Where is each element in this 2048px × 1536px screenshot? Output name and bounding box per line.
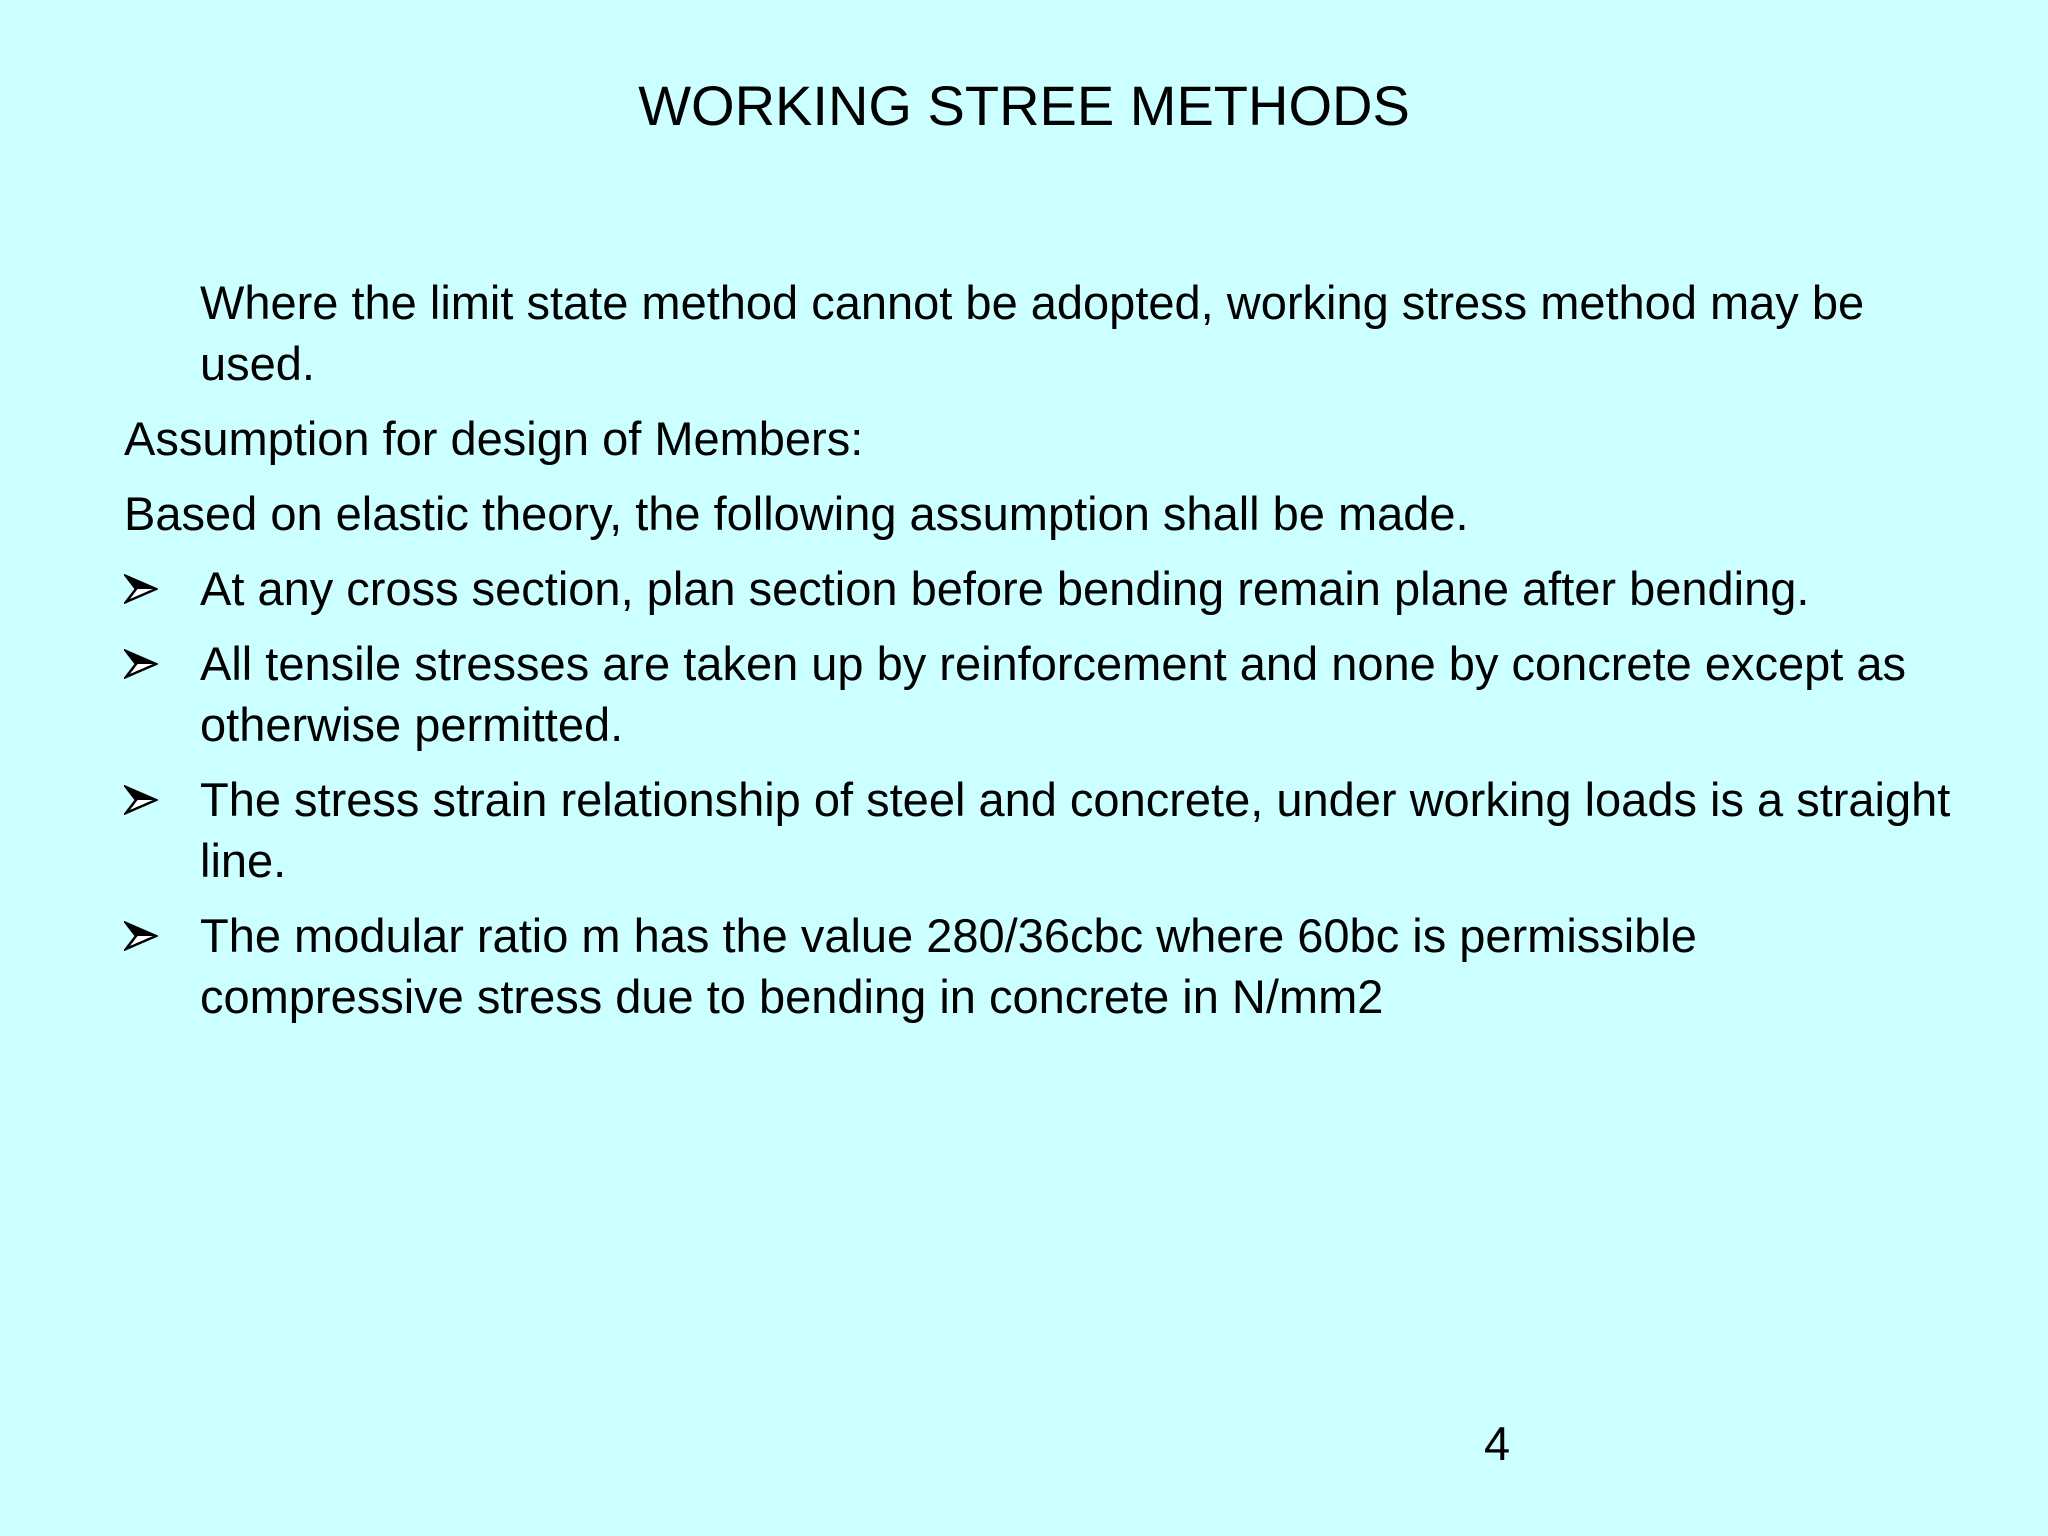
arrowhead-bullet-icon [124,905,164,966]
bullet-item-3 [124,769,1954,891]
bullet-item-2 [124,633,1954,755]
bullet-text: The stress strain relationship of steel and concrete, under working loads is a straight line. [200,773,1951,887]
bullet-item-1 [124,558,1954,619]
bullet-item-4 [124,905,1954,1027]
assumption-heading: Assumption for design of Members: [124,412,864,465]
bullet-text: At any cross section, plan section before bending remain plane after bending. [200,562,1810,615]
arrowhead-bullet-icon [124,769,164,830]
lead-paragraph: Based on elastic theory, the following assumption shall be made. [124,487,1469,540]
arrowhead-bullet-icon [124,633,164,694]
bullet-text: All tensile stresses are taken up by reinforcement and none by concrete except as otherwise permitted. [200,637,1906,751]
arrowhead-bullet-icon [124,558,164,619]
slide-title: WORKING STREE METHODS [638,74,1410,137]
bullet-text: The modular ratio m has the value 280/36cbc where 60bc is permissible compressive stress due to bending in concrete in N/mm2 [200,909,1697,1023]
intro-paragraph: Where the limit state method cannot be adopted, working stress method may be used. [200,276,1865,390]
slide-body [124,272,1954,1041]
page-number: 4 [1484,1417,1511,1470]
